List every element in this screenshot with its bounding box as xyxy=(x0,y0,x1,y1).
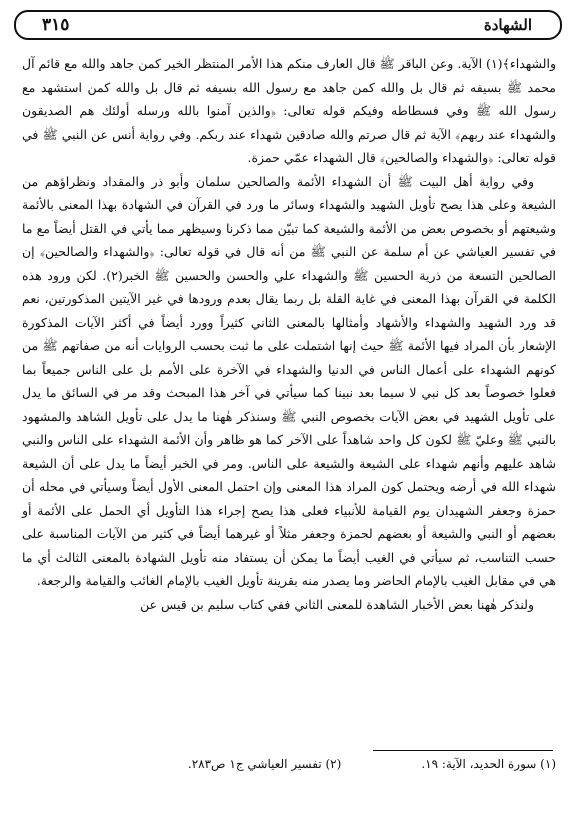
page-header xyxy=(14,10,562,40)
main-text xyxy=(22,52,556,616)
footnote: (١) سورة الحديد، الآية: ١٩. xyxy=(421,757,556,771)
paragraph: والشهداء﴾(١) الآية. وعن الباقر ﷺ قال العارف منكم هذا الأمر المنتظر الخير كمن جاهد والله مع قائم آل محمد ﷺ بسيفه ثم قال بل والله كمن جاهد مع رسول الله بسيفه ثم قال بل والله كمن استشهد مع رسول الله ﷺ وفي فسطاطه وفيكم قوله تعالى: ﴿والذين آمنوا بالله ورسله أولئك هم الصديقون والشهداء عند ربهم﴾ الآية ثم قال صرتم والله صادقين شهداء عند ربكم. وفي رواية أنس عن النبي ﷺ في قوله تعالى: ﴿والشهداء والصالحين﴾ قال الشهداء عمّي حمزة. xyxy=(22,56,556,165)
footnote: (٢) تفسير العياشي ج١ ص٢٨٣. xyxy=(187,757,342,771)
footnotes xyxy=(22,755,556,773)
running-title: الشهادة xyxy=(483,16,532,34)
page-number: ٣١٥ xyxy=(42,15,70,35)
paragraph: ولنذكر هٰهنا بعض الأخبار الشاهدة للمعنى الثاني ففي كتاب سليم بن قيس عن xyxy=(140,596,534,612)
paragraph: وفي رواية أهل البيت ﷺ أن الشهداء الأئمة والصالحين سلمان وأبو ذر والمقداد ونظراؤهم من الشيعة وعلى هذا يصح تأويل الشهيد والشهداء وسائر ما ورد في القرآن في الشهادة بهذا المعنى بالأئمة وشيعتهم أو بخصوص بعض من الأئمة والشيعة كما تبيّن مما ذكرنا وسيظهر مما يأتي في القتل أيضاً مع ما في تفسير العياشي عن أم سلمة عن النبي ﷺ من أنه قال في قوله تعالى: ﴿والشهداء والصالحين﴾ إن الصالحين التسعة من ذرية الحسين ﷺ والشهداء علي والحسن والحسين ﷺ الخبر(٢). لكن ورود هذه الكلمة في القرآن بهذا المعنى في غاية القلة بل ربما يقال بعدم ورودها في غير الآيتين المذكورتين، نعم قد ورد الشهيد والشهداء والأشهاد وأمثالها بالمعنى الثاني كثيراً وورد أيضاً في أكثر الآيات المذكورة الإشعار بأن المراد فيها الأئمة ﷺ حيث إنها اشتملت على ما ثبت بحسب الروايات أنه من صفاتهم ﷺ من كونهم الشهداء على أعمال الناس في الدنيا والشهداء في الآخرة على الأمم بل على الناس جميعاً بما فعلوا خصوصاً بعد كل نبي لا سيما بعد نبينا كما سيأتي في آخر هذا المبحث وقد مر في السائق ما يدل على تأويل الشهيد في بعض الآيات بخصوص النبي ﷺ وسنذكر هٰهنا ما يدل على تأويل الشاهد والمشهود بالنبي ﷺ وعليّ ﷺ لكون كل واحد شاهداً على الآخر كما هو ظاهر وأن الأئمة الشهداء على الناس والنبي شاهد عليهم وأنهم شهداء على الشيعة والشيعة على الناس. ومر في الخبر أيضاً ما يدل على أن الشيعة شهداء الله في أرضه ويحتمل كون المراد هذا المعنى وإن احتمل المعنى الأول أيضاً وسيأتي في محله أن حمزة وجعفر الشهيدان يوم القيامة للأنبياء فعلى هذا يصح إجراء هذا التأويل أي الحمل على الأئمة أو بعضهم أو النبي والشيعة أو بعضهم لحمزة وجعفر مثلاً أو غيرهما أيضاً في كثير من الآيات المناسبة على حسب التناسب، ثم سيأتي في الغيب أيضاً ما يمكن أن يستفاد منه تأويل الشهادة بالمعنى الثالث أي ما هي في مقابل الغيب بالإمام الحاضر وما يصدر منه بقرينة تأويل الغيب بالإمام الغائب والقيامة والرجعة. xyxy=(22,173,557,588)
footnote-divider xyxy=(373,750,553,751)
